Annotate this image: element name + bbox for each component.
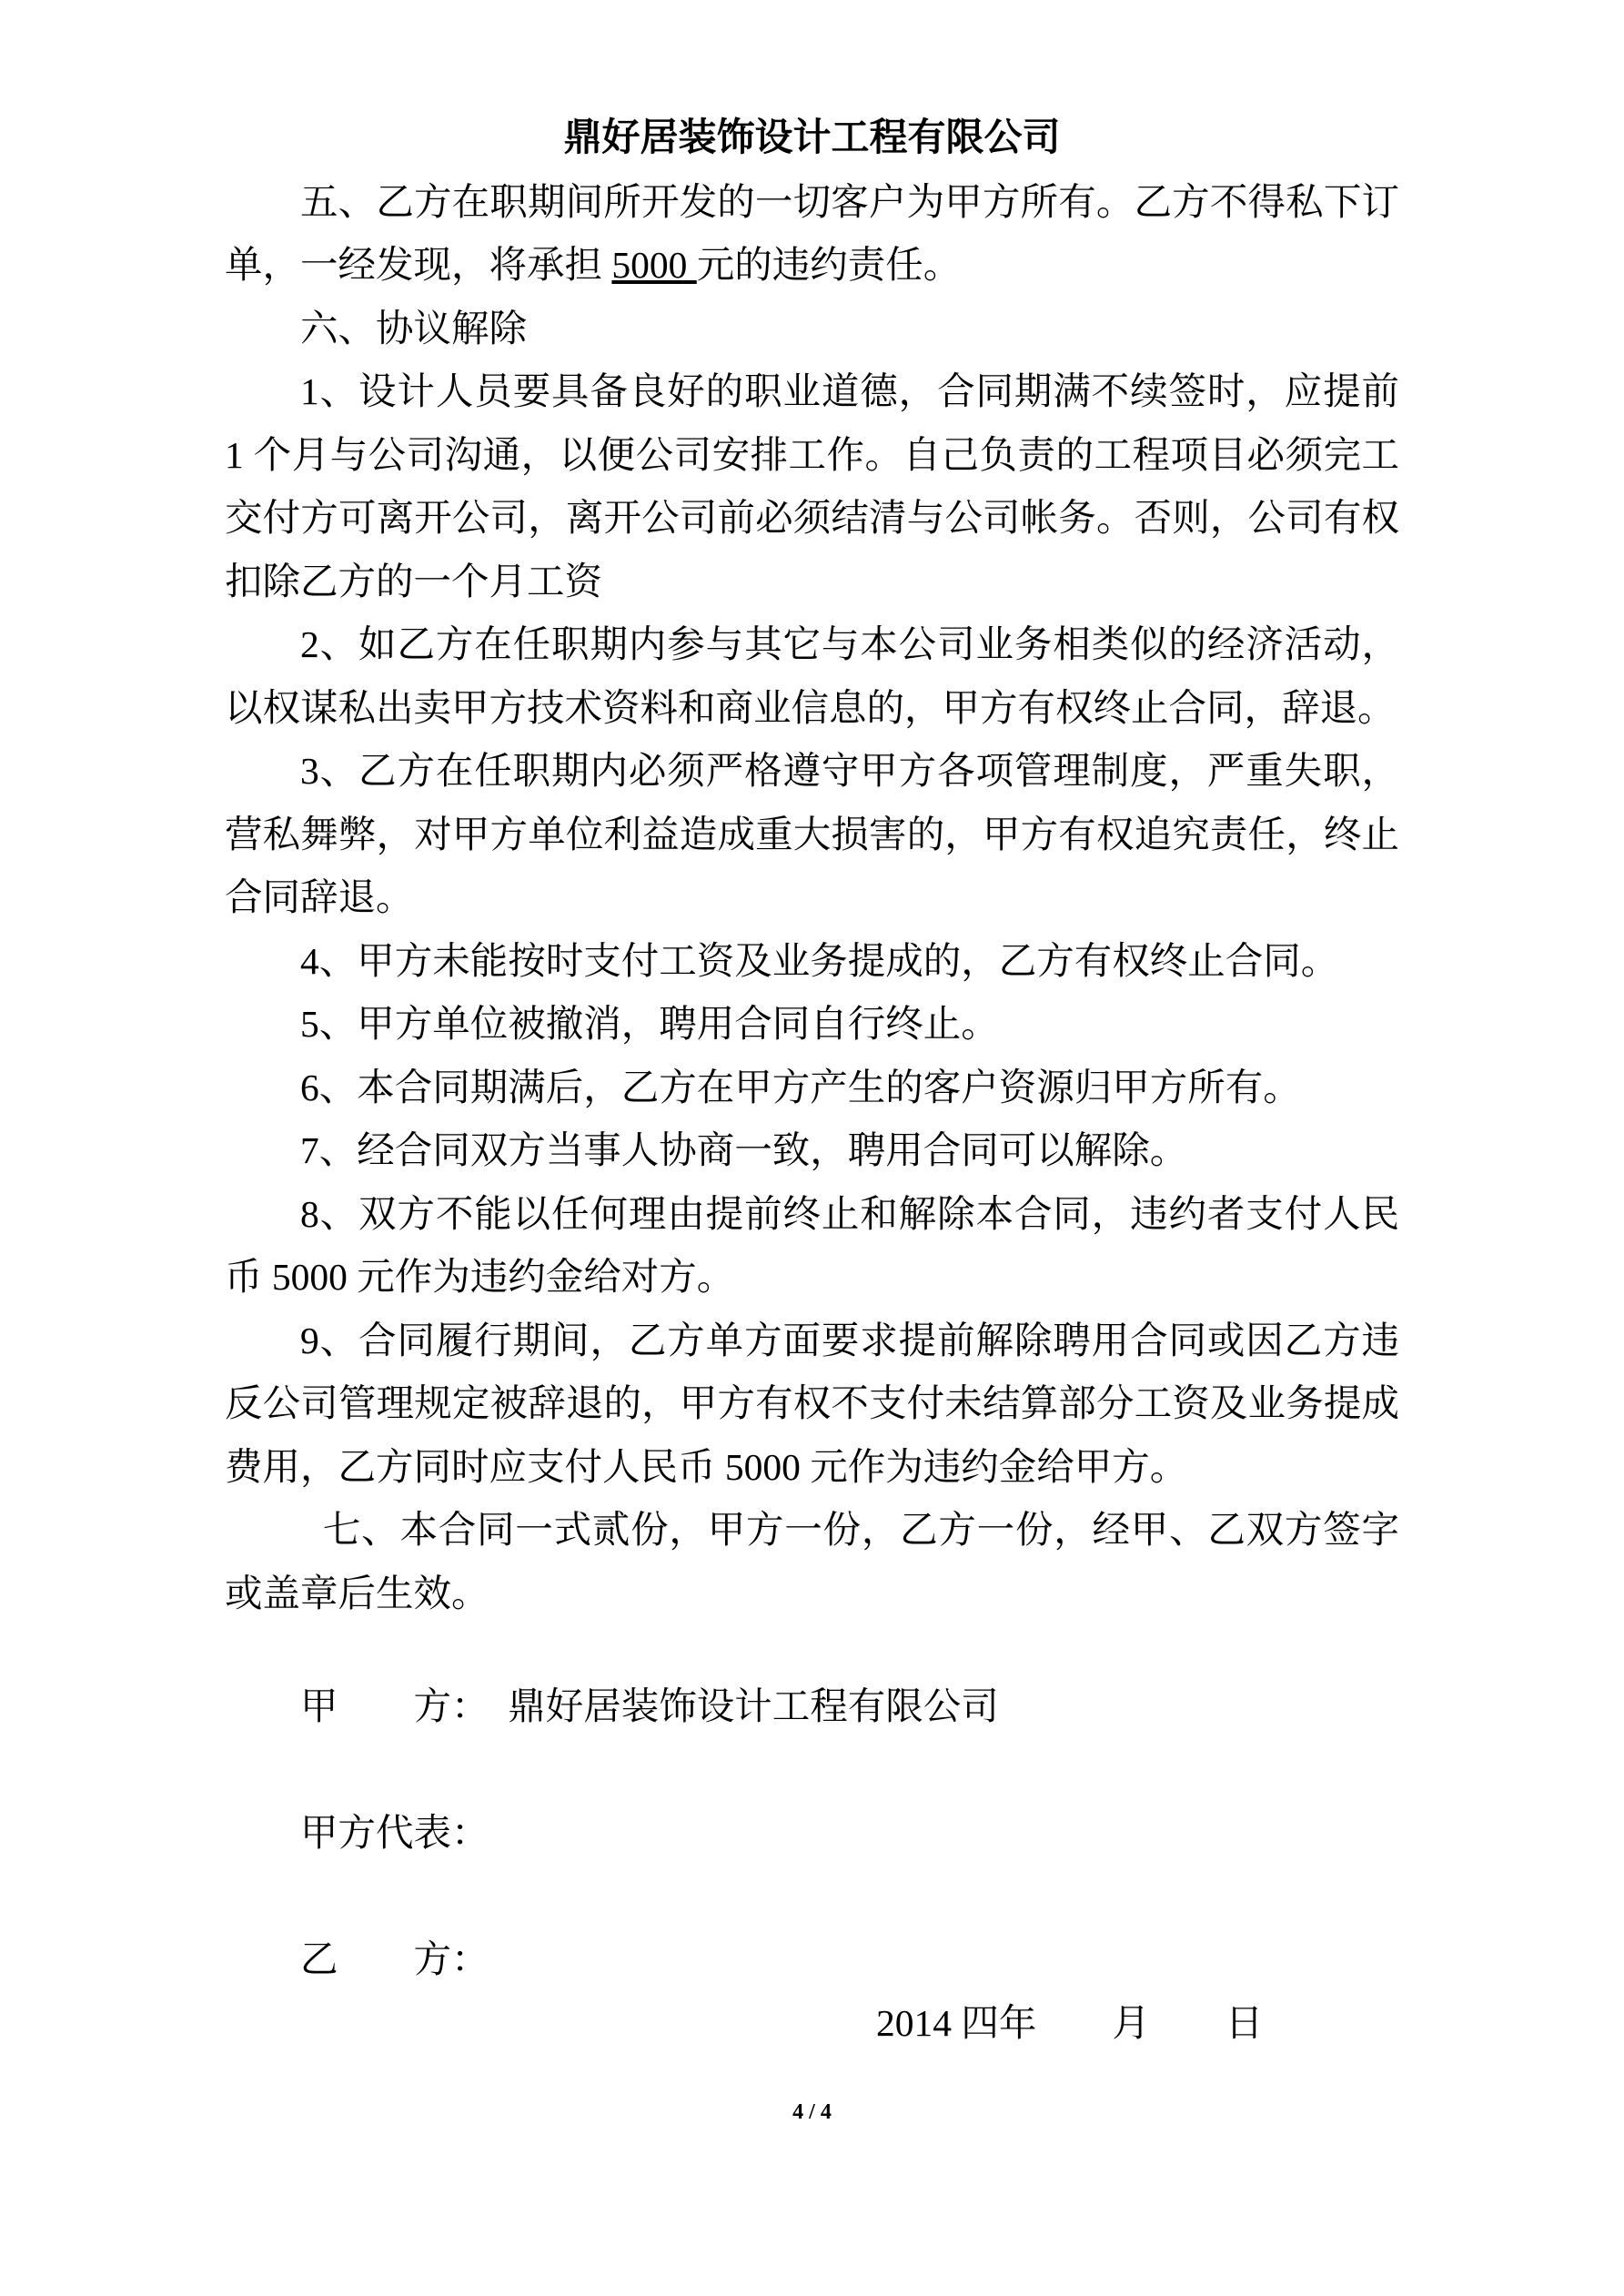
clause-6-item-3: 3、乙方在任职期内必须严格遵守甲方各项管理制度，严重失职，营私舞弊，对甲方单位利益造成重大损害的，甲方有权追究责任，终止合同辞退。 [225,750,1399,918]
clause-6-item-6: 6、本合同期满后，乙方在甲方产生的客户资源归甲方所有。 [300,1066,1301,1108]
party-a-signature-line: 甲 方： 鼎好居装饰设计工程有限公司 [300,1685,999,1727]
clause-6-item-4: 4、甲方未能按时支付工资及业务提成的，乙方有权终止合同。 [300,939,1339,982]
clause-6-item-2: 2、如乙方在任职期内参与其它与本公司业务相类似的经济活动，以权谋私出卖甲方技术资料和商业信息的，甲方有权终止合同，辞退。 [225,623,1399,729]
clause-6-item-9: 9、合同履行期间，乙方单方面要求提前解除聘用合同或因乙方违反公司管理规定被辞退的，甲方有权不支付未结算部分工资及业务提成费用，乙方同时应支付人民币 5000 元作为违约金给甲方。 [225,1319,1399,1488]
party-a-representative-line: 甲方代表： [300,1812,489,1854]
signature-date-line: 2014 四年 月 日 [876,2001,1264,2044]
company-header-title: 鼎好居装饰设计工程有限公司 [563,117,1061,159]
clause-6-heading: 六、协议解除 [300,307,528,349]
party-b-signature-line: 乙 方： [300,1938,489,1980]
clause-6-item-7: 7、经合同双方当事人协商一致，聘用合同可以解除。 [300,1129,1188,1171]
clause-5-paragraph [225,171,1399,298]
clause-5-text-after: 元的违约责任。 [696,244,962,286]
clause-6-item-1: 1、设计人员要具备良好的职业道德，合同期满不续签时，应提前 1 个月与公司沟通，以便公司安排工作。自己负责的工程项目必须完工交付方可离开公司，离开公司前必须结清与公司帐务。否则，公司有权扣除乙方的一个月工资 [225,370,1399,602]
clause-6-item-8: 8、双方不能以任何理由提前终止和解除本合同，违约者支付人民币 5000 元作为违约金给对方。 [225,1192,1399,1298]
page-number-footer: 4 / 4 [792,2100,832,2124]
clause-5-text-before: 五、乙方在职期间所开发的一切客户为甲方所有。乙方不得私下订单，一经发现，将承担 [225,180,1399,286]
clause-7-paragraph: 七、本合同一式贰份，甲方一份，乙方一份，经甲、乙双方签字或盖章后生效。 [225,1509,1399,1614]
clause-5-penalty-amount-underlined: 5000 [611,244,697,286]
clause-6-item-5: 5、甲方单位被撤消，聘用合同自行终止。 [300,1003,999,1045]
